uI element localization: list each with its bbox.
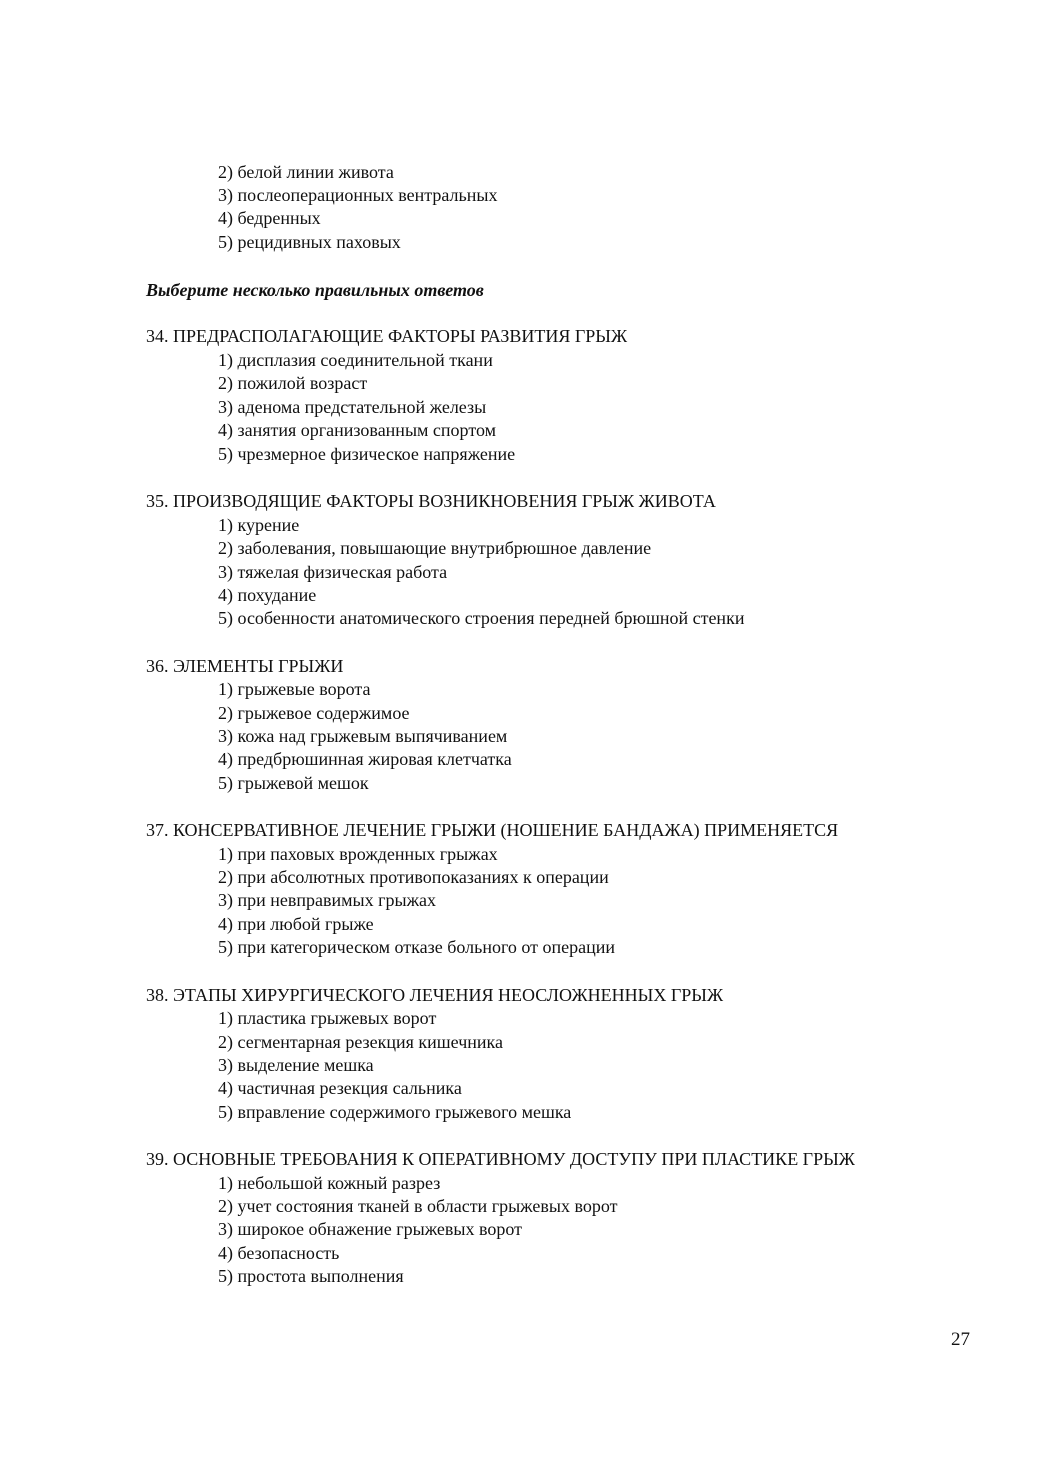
answer-option: 2) грыжевое содержимое [218, 703, 410, 723]
answer-option: 3) кожа над грыжевым выпячиванием [218, 726, 508, 746]
continuation-option: 4) бедренных [218, 208, 321, 228]
page-number: 27 [951, 1329, 970, 1350]
answer-option: 1) грыжевые ворота [218, 679, 371, 699]
answer-option: 1) пластика грыжевых ворот [218, 1008, 437, 1028]
answer-option: 3) тяжелая физическая работа [218, 562, 448, 582]
answer-option: 1) при паховых врожденных грыжах [218, 844, 498, 864]
answer-option: 5) чрезмерное физическое напряжение [218, 444, 516, 464]
continuation-option: 5) рецидивных паховых [218, 232, 401, 252]
answer-option: 4) при любой грыже [218, 914, 374, 934]
answer-option: 5) простота выполнения [218, 1266, 404, 1286]
answer-option: 3) при невправимых грыжах [218, 890, 437, 910]
answer-option: 1) небольшой кожный разрез [218, 1173, 441, 1193]
answer-option: 3) выделение мешка [218, 1055, 374, 1075]
answer-option: 5) при категорическом отказе больного от операции [218, 937, 616, 957]
answer-option: 5) грыжевой мешок [218, 773, 369, 793]
answer-option: 1) курение [218, 515, 300, 535]
answer-option: 2) пожилой возраст [218, 373, 368, 393]
answer-option: 4) безопасность [218, 1243, 340, 1263]
answer-option: 4) предбрюшинная жировая клетчатка [218, 749, 512, 769]
answer-option: 5) вправление содержимого грыжевого мешка [218, 1102, 572, 1122]
question-title: 37. КОНСЕРВАТИВНОЕ ЛЕЧЕНИЕ ГРЫЖИ (НОШЕНИЕ БАНДАЖА) ПРИМЕНЯЕТСЯ [146, 820, 839, 840]
answer-option: 4) частичная резекция сальника [218, 1078, 462, 1098]
question-title: 39. ОСНОВНЫЕ ТРЕБОВАНИЯ К ОПЕРАТИВНОМУ ДОСТУПУ ПРИ ПЛАСТИКЕ ГРЫЖ [146, 1149, 855, 1169]
instruction-heading: Выберите несколько правильных ответов [146, 280, 484, 300]
answer-option: 3) широкое обнажение грыжевых ворот [218, 1219, 523, 1239]
answer-option: 2) заболевания, повышающие внутрибрюшное давление [218, 538, 652, 558]
answer-option: 2) сегментарная резекция кишечника [218, 1032, 503, 1052]
question-title: 38. ЭТАПЫ ХИРУРГИЧЕСКОГО ЛЕЧЕНИЯ НЕОСЛОЖНЕННЫХ ГРЫЖ [146, 985, 724, 1005]
answer-option: 3) аденома предстательной железы [218, 397, 487, 417]
answer-option: 2) учет состояния тканей в области грыжевых ворот [218, 1196, 618, 1216]
answer-option: 1) дисплазия соединительной ткани [218, 350, 493, 370]
question-title: 35. ПРОИЗВОДЯЩИЕ ФАКТОРЫ ВОЗНИКНОВЕНИЯ ГРЫЖ ЖИВОТА [146, 491, 716, 511]
question-title: 36. ЭЛЕМЕНТЫ ГРЫЖИ [146, 656, 344, 676]
question-title: 34. ПРЕДРАСПОЛАГАЮЩИЕ ФАКТОРЫ РАЗВИТИЯ ГРЫЖ [146, 326, 628, 346]
answer-option: 4) занятия организованным спортом [218, 420, 496, 440]
answer-option: 5) особенности анатомического строения передней брюшной стенки [218, 608, 745, 628]
answer-option: 2) при абсолютных противопоказаниях к операции [218, 867, 609, 887]
answer-option: 4) похудание [218, 585, 317, 605]
continuation-option: 3) послеоперационных вентральных [218, 185, 498, 205]
continuation-option: 2) белой линии живота [218, 162, 394, 182]
